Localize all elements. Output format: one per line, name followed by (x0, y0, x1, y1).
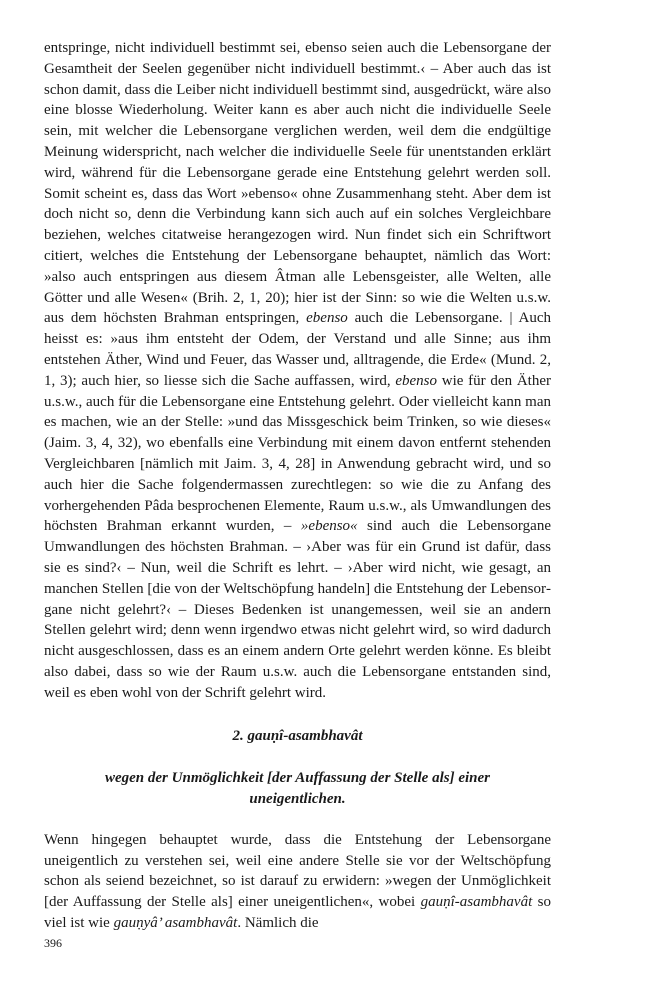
text-run: auch die Lebensorgane. | Auch heisst es: »aus ihm entsteht der Odem, der Verstand und alle Sinne; aus ihm entstehen Äther, Wind und Feuer, das Wasser und, alltragende, die Erde« (Mund. 2, 1, 3); auch hier, so liesse sich die Sache auffassen, wird, (44, 310, 551, 389)
text-run: so viel ist wie (44, 894, 551, 932)
section-heading: 2. gauṇî-asambhavât (232, 727, 363, 744)
page-number: 396 (44, 936, 62, 950)
emphasis: gauṇî-asambhavât (420, 894, 533, 911)
paragraph (44, 38, 551, 704)
text-run: entspringe, nicht individuell bestimmt sei, ebenso seien auch die Lebensorgane der Gesamtheit der Seelen gegenüber nicht individuell bestimmt.‹ – Aber auch das ist schon damit, dass die Leiber nicht individuell bestimmt sind, ausgedrückt, wäre also eine blosse Wiederholung. Weiter kann es aber auch nicht die individuelle Seele sein, mit welcher die Lebensorgane verglichen werden, weil dem die endgültige Meinung widerspricht, nach welcher die individuelle Seele für unentstanden erklärt wird, während für die Lebensorgane gerade eine Entstehung gelehrt werden soll. Somit scheint es, dass das Wort »ebenso« ohne Zusammenhang steht. Aber dem ist doch nicht so, denn die Verbindung kann sich auch auf ein solches Vergleichbare beziehen, welches citatweise herangezogen wird. Nun findet sich ein Schriftwort citiert, welches die Entstehung der Lebensorgane behauptet, nämlich das Wort: »also auch entspringen aus diesem Âtman alle Lebensgeister, alle Welten, alle Götter und alle Wesen« (Brih. 2, 1, 20); hier ist der Sinn: so wie die Welten u.s.w. aus dem höchsten Brahman entspringen, (44, 40, 551, 327)
emphasis: »ebenso« (300, 518, 358, 535)
emphasis: ebenso (306, 310, 348, 327)
text-run: Wenn hingegen behauptet wurde, dass die Entstehung der Lebensorgane uneigentlich zu verstehen sei, weil eine andere Stelle sie vor der Weltschöpfung schon als seiend bezeichnet, so ist darauf zu erwidern: »wegen der Unmöglichkeit [der Auffassung der Stelle als] einer uneigentlichen«, wobei (44, 831, 551, 911)
paragraph (44, 830, 551, 934)
text-run: wie für den Äther u.s.w., auch für die Lebensorgane eine Entstehung gelehrt. Oder vielleicht kann man es machen, wie an der Stelle: »und das Missgeschick beim Trinken, so wie dieses« (Jaim. 3, 4, 32), wo ebenfalls eine Verbindung mit einem davon entfernt stehenden Vergleichbaren [nämlich mit Jaim. 3, 4, 28] in Anwendung gebracht wird, und so auch hier die Sache folgendermassen zurechtlegen: so wie die zu Anfang des vorhergehenden Pâda besprochenen Elemente, Raum u.s.w., als Umwandlungen des höchsten Brahman erkannt wurden, – (44, 372, 551, 535)
emphasis: gauṇyâ’ asambhavât (113, 915, 238, 932)
text-run: . Nämlich die (237, 915, 319, 932)
page-body (44, 38, 551, 934)
section-subheading: wegen der Unmöglichkeit [der Auffassung der Stelle als] einer uneigentlichen. (104, 770, 490, 808)
emphasis: ebenso (395, 372, 438, 389)
text-run: sind auch die Lebensorgane Umwandlungen des höchsten Brahman. – ›Aber was für ein Grund ist dafür, dass sie es sind?‹ – Nun, weil die Schrift es lehrt. – ›Aber wird nicht, wie gesagt, an manchen Stellen [die von der Weltschöpfung handeln] die Entstehung der Lebensorgane nicht gelehrt?‹ – Dieses Bedenken ist unangemessen, weil sie an andern Stellen gelehrt wird; denn wenn irgendwo etwas nicht gelehrt wird, so wird dadurch nicht ausgeschlossen, dass es an einem andern Orte gelehrt werden könne. Es bleibt also dabei, dass so wie der Raum u.s.w. auch die Lebensorgane entstanden sind, weil es eben wohl von der Schrift gelehrt wird. (44, 518, 551, 701)
